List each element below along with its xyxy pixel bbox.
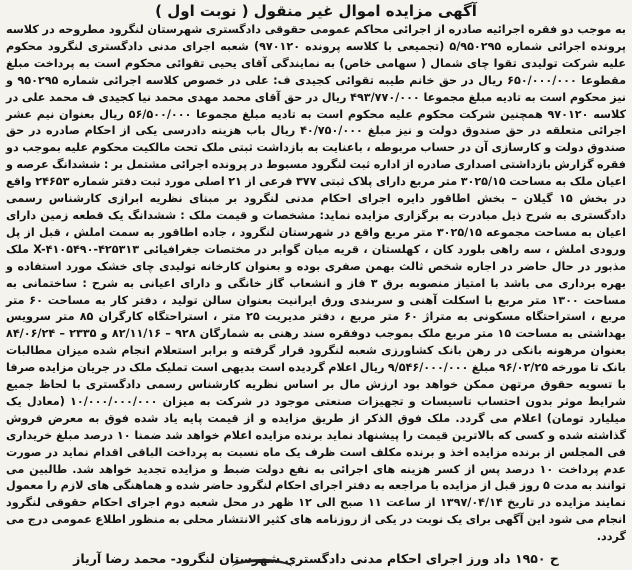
notice-title: آگهی مزایده اموال غیر منقول ( نوبت اول ) <box>155 2 477 20</box>
page-curl-decoration <box>232 559 292 570</box>
notice-body: به موجب دو فقره اجرائیه صادره از اجرائی محاکم عمومی حقوقی دادگستری شهرستان لنگرود مطروحه در کلاسه پرونده اجرائی شماره ۵/۹۵۰۲۹۵ (تجمیعی با کلاسه پرونده ۹۷۰۱۲۰) شعبه اجرای مدنی دادگستری لنگرود محکوم علیه شرکت تولیدی تقوا چای شمال ( سهامی خاص) به نمایندگی آقای یحیی تقوائی محکوم است به پرداخت مبلغ مقطوعا ۶۵۰/۰۰۰/۰۰۰ ریال در حق خانم طیبه تقوائی کجیدی ف: علی در خصوص کلاسه اجرائی شماره ۹۵۰۲۹۵ و نیز محکوم است به تادیه مبلغ مجموعا ۴۹۳/۷۷۰/۰۰۰ ریال در حق آقای محمد مهدی محمد نیا کجیدی ف محمد علی در کلاسه ۹۷۰۱۲۰ همچنین شرکت محکوم علیه محکوم است به تادیه مبلغ مجموعا ۵۶/۵۰۰/۰۰۰ ریال بعنوان نیم عشر اجرائی متعلقه در حق صندوق دولت و نیز مبلغ ۴۰/۷۵۰/۰۰۰ ریال باب هزینه دادرسی یکی از احکام صادره در حق صندوق دولت و کارسازی آن در حساب مربوطه ، باعنایت به بازداشت ثبتی ملک تحت مالکیت محکوم علیه بموجب دو فقره گزارش بازداشتی اصداری صادره از اداره ثبت لنگرود مسبوط در پرونده اجرائی مشتمل بر : ششدانگ عرصه و اعیان ملک به مساحت ۳۰۲۵/۱۵ متر مربع دارای پلاک ثبتی ۳۷۷ فرعی از ۲۱ اصلی مورد ثبت دفتر شماره ۲۴۶۵۳ واقع در بخش ۱۵ گیلان – بخش اطاقور دایره اجرای احکام مدنی لنگرود بر مبنای نظریه ابرازی کارشناس رسمی دادگستری به شرح ذیل مبادرت به برگزاری مزایده نماید: مشخصات و قیمت ملک : ششدانگ یک قطعه زمین دارای اعیان به مساحت مجموعه ۳۰۲۵/۱۵ متر مربع واقع در شهرستان لنگرود ، جاده اطاقور به سمت املش ، قبل از پل ورودی املش ، سه راهی بلورد کان ، کهلستان ، قریه میان گوابر در مختصات جغرافیائی X-۴۱۰۵۴۹۰-۴۲۵۳۱۳ ملک مذبور در حال حاضر در اجاره شخص ثالث بهمن صفری بوده و بعنوان کارخانه تولیدی چای خشک مورد استفاده و بهره برداری می باشد با امتیاز منصوبه برق ۳ فاز و انشعاب گاز خانگی و دارای اعیانی به شرح : ساختمانی به مساحت ۱۳۰۰ متر مربع با اسکلت آهنی و سربندی ورق ایرانیت بعنوان سالن تولید ، دفتر کار به مساحت ۶۰ متر مربع ، استراحتگاه مسکونی به متراژ ۶۰ متر مربع ، دفتر مدیریت ۲۵ متر ، استراحتگاه کارگران ۸۵ متر سرویس بهداشتی به مساحت ۱۵ متر مربع ملک بموجب دوفقره سند رهنی به شمارگان ۹۲۸ – ۸۲/۱۱/۱۶ و ۲۳۳۵ – ۸۴/۰۶/۲۴ بعنوان مرهونه بانکی در رهن بانک کشاورزی شعبه لنگرود قرار گرفته و برابر استعلام انجام شده میزان مطالبات بانک تا مورخه ۹۶/۰۲/۲۵ مبلغ ۹/۵۴۶/۰۰۰/۰۰۰ ریال اعلام گردیده است بدیهی است تملیک ملک در جریان مزایده صرفا با تسویه حقوق مرتهن ممکن خواهد بود ارزش مال بر اساس نظریه کارشناس رسمی دادگستری با لحاظ جمیع شرایط موثر بدون احتساب تاسیسات و تجهیزات صنعتی موجود در شرکت به میزان ۱۰/۰۰۰/۰۰۰/۰۰۰ (معادل یک میلیارد تومان) اعلام می گردد. ملک فوق الذکر از طریق مزایده و از قیمت پایه یاد شده فوق به معرض فروش گذاشته شده و کسی که بالاترین قیمت را پیشنهاد نماید برنده مزایده اعلام خواهد شد ضمنا ۱۰ درصد مبلغ خریداری فی المجلس از برنده مزایده اخذ و برنده مکلف است ظرف یک ماه نسبت به پرداخت الباقی اقدام نماید در صورت عدم پرداخت ۱۰ درصد پس از کسر هزینه های اجرائی به نفع دولت ضبط و مزایده تجدید خواهد شد. طالبین می توانند به مدت ۵ روز قبل از مزایده با مراجعه به دفتر اجرای احکام لنگرود حاضر شده و هماهنگی های لازم را معمول نمایند مزایده در تاریخ ۱۳۹۷/۰۴/۱۴ از ساعت ۱۱ صبح الی ۱۲ ظهر در محل شعبه دوم اجرای احکام حقوقی لنگرود انجام می شود این آگهی برای یک نوبت در یکی از روزنامه های کثیر الانتشار محلی به منظور اطلاع عمومی درج می گردد. <box>6 23 627 544</box>
notice-footer-signature: ح ۱۹۵۰ داد ورز اجرای احکام مدنی دادگستری شهرستان لنگرود- محمد رضا آریاز <box>73 551 559 567</box>
